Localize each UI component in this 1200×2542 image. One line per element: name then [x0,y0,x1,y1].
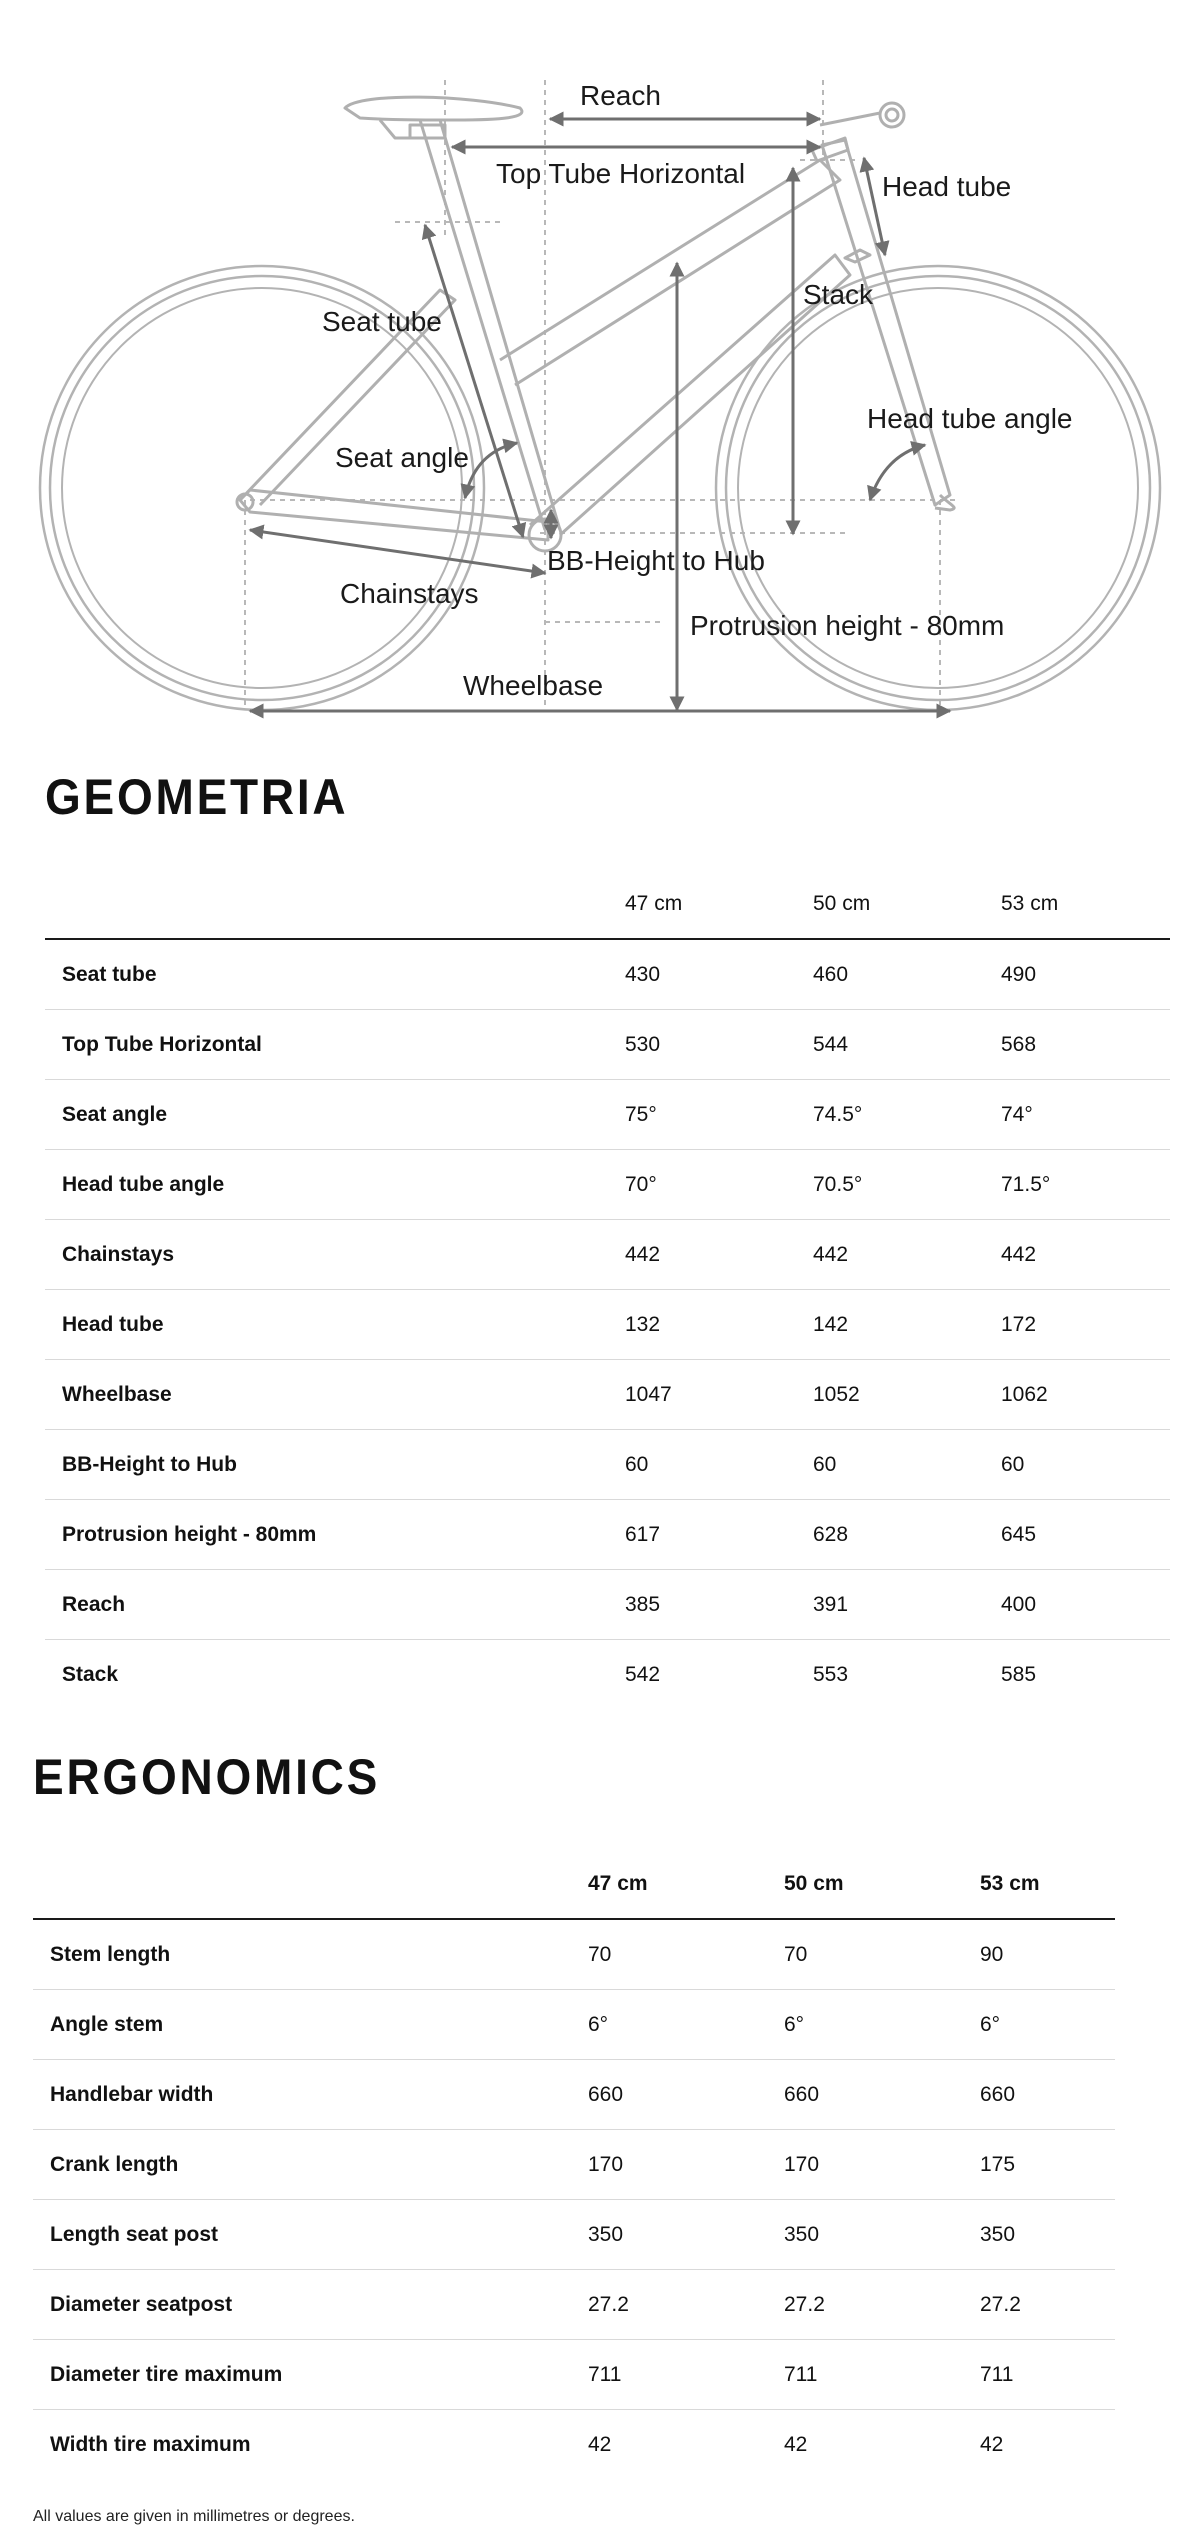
geometry-table [45,870,1170,1709]
cell-value: 27.2 [980,2270,1115,2340]
geometry-header-row [45,870,1170,939]
cell-value: 70° [625,1150,813,1220]
cell-value: 711 [784,2340,980,2410]
bike-geometry-diagram [0,0,1200,730]
cell-value: 490 [1001,939,1170,1010]
label-wheelbase: Wheelbase [463,670,604,701]
table-row [33,2270,1115,2340]
row-label: Head tube [45,1290,625,1360]
row-label: Head tube angle [45,1150,625,1220]
label-stack: Stack [803,279,874,310]
table-row [33,2200,1115,2270]
table-row [33,2060,1115,2130]
label-head-tube: Head tube [882,171,1012,202]
row-label: Width tire maximum [50,2432,251,2456]
table-row [45,1150,1170,1220]
table-row [45,1570,1170,1640]
cell-value: 442 [1001,1220,1170,1290]
cell-value: 568 [1001,1010,1170,1080]
cell-value: 172 [1001,1290,1170,1360]
table-row [45,939,1170,1010]
cell-value: 553 [813,1662,849,1686]
front-wheel [716,266,1160,710]
ergonomics-title: ERGONOMICS [33,1749,381,1805]
cell-value: 60 [1001,1430,1170,1500]
label-seat-tube: Seat tube [322,306,442,337]
row-label: BB-Height to Hub [45,1430,625,1500]
label-bb-height: BB-Height to Hub [547,545,765,576]
cell-value: 442 [625,1220,813,1290]
cell-value: 42 [980,2432,1004,2456]
cell-value: 6° [784,1990,980,2060]
cell-value: 42 [784,2432,808,2456]
label-chainstays: Chainstays [340,578,479,609]
cell-value: 585 [1001,1662,1037,1686]
cell-value: 27.2 [588,2270,784,2340]
cell-value: 430 [625,939,813,1010]
cell-value: 617 [625,1500,813,1570]
table-row [33,1990,1115,2060]
cell-value: 70 [784,1919,980,1990]
size-header: 53 cm [980,1850,1115,1919]
label-top-tube-horizontal: Top Tube Horizontal [496,158,746,189]
cell-value: 711 [980,2340,1115,2410]
table-row [45,1290,1170,1360]
cell-value: 628 [813,1500,1001,1570]
table-row [33,2340,1115,2410]
label-reach: Reach [580,80,661,111]
cell-value: 442 [813,1220,1001,1290]
cell-value: 175 [980,2130,1115,2200]
row-label: Seat angle [45,1080,625,1150]
table-row [33,2410,1115,2480]
label-protrusion-height: Protrusion height - 80mm [690,610,1005,641]
table-row [45,1010,1170,1080]
header-label-cell [45,870,625,939]
ergonomics-table [33,1850,1115,2479]
cell-value: 6° [588,1990,784,2060]
cell-value: 70 [588,1919,784,1990]
cell-value: 385 [625,1570,813,1640]
table-row [45,1220,1170,1290]
table-row [45,1430,1170,1500]
row-label: Diameter tire maximum [33,2340,588,2410]
cell-value: 60 [813,1430,1001,1500]
row-label: Top Tube Horizontal [45,1010,625,1080]
cell-value: 142 [813,1290,1001,1360]
label-head-tube-angle: Head tube angle [867,403,1073,434]
row-label: Stem length [33,1919,588,1990]
row-label: Reach [45,1570,625,1640]
cell-value: 70.5° [813,1150,1001,1220]
cell-value: 460 [813,939,1001,1010]
row-label: Angle stem [33,1990,588,2060]
cell-value: 170 [784,2130,980,2200]
row-label: Protrusion height - 80mm [45,1500,625,1570]
footnote: All values are given in millimetres or degrees. [33,2508,355,2525]
cell-value: 132 [625,1290,813,1360]
size-header: 47 cm [625,870,813,939]
cell-value: 74° [1001,1080,1170,1150]
cell-value: 170 [588,2130,784,2200]
label-seat-angle: Seat angle [335,442,469,473]
cell-value: 660 [588,2060,784,2130]
cell-value: 645 [1001,1500,1170,1570]
cell-value: 542 [625,1662,661,1686]
row-label: Chainstays [45,1220,625,1290]
table-row [45,1080,1170,1150]
size-header: 47 cm [588,1850,784,1919]
ergonomics-header-row [33,1850,1115,1919]
cell-value: 74.5° [813,1080,1001,1150]
row-label: Seat tube [45,939,625,1010]
row-label: Wheelbase [45,1360,625,1430]
row-label: Stack [62,1662,119,1686]
cell-value: 711 [588,2340,784,2410]
cell-value: 530 [625,1010,813,1080]
row-label: Crank length [33,2130,588,2200]
cell-value: 350 [980,2200,1115,2270]
cell-value: 27.2 [784,2270,980,2340]
cell-value: 75° [625,1080,813,1150]
table-row [45,1360,1170,1430]
cell-value: 660 [784,2060,980,2130]
row-label: Length seat post [33,2200,588,2270]
cell-value: 60 [625,1430,813,1500]
cell-value: 391 [813,1570,1001,1640]
header-label-cell [33,1850,588,1919]
cell-value: 350 [784,2200,980,2270]
cell-value: 350 [588,2200,784,2270]
cell-value: 1052 [813,1360,1001,1430]
table-row [45,1500,1170,1570]
cell-value: 90 [980,1919,1115,1990]
size-header: 50 cm [784,1850,980,1919]
cell-value: 400 [1001,1570,1170,1640]
size-header: 50 cm [813,870,1001,939]
geometry-title: GEOMETRIA [45,769,349,825]
cell-value: 42 [588,2432,612,2456]
table-row [45,1640,1170,1710]
cell-value: 660 [980,2060,1115,2130]
size-header: 53 cm [1001,870,1170,939]
cell-value: 544 [813,1010,1001,1080]
table-row [33,1919,1115,1990]
cell-value: 1047 [625,1360,813,1430]
cell-value: 71.5° [1001,1150,1170,1220]
table-row [33,2130,1115,2200]
row-label: Diameter seatpost [33,2270,588,2340]
cell-value: 1062 [1001,1360,1170,1430]
cell-value: 6° [980,1990,1115,2060]
row-label: Handlebar width [33,2060,588,2130]
